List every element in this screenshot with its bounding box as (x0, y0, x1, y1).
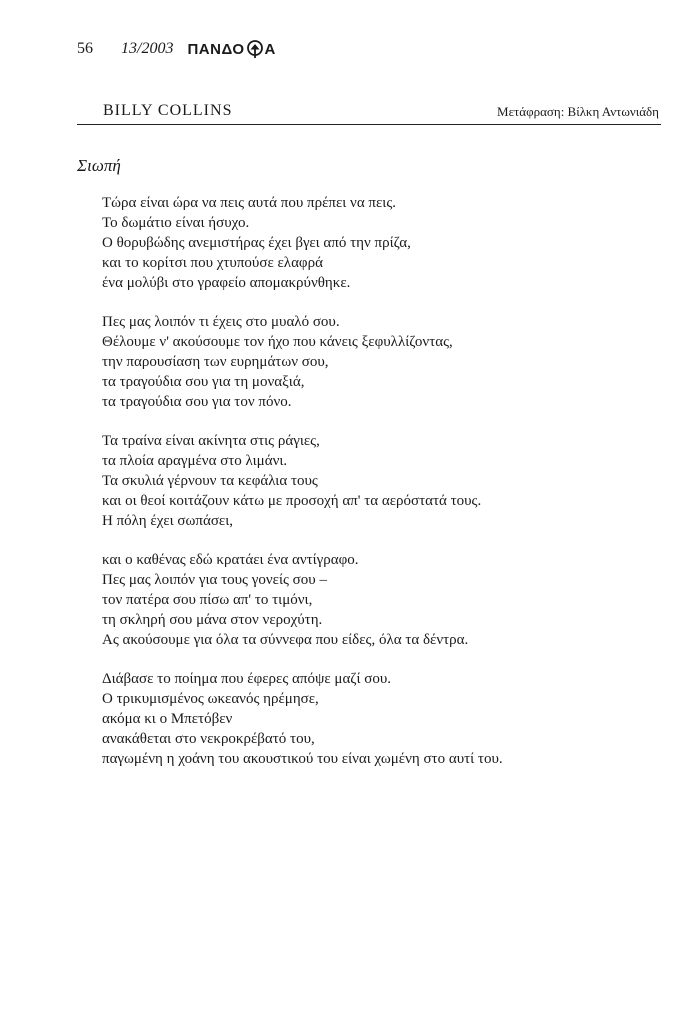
stanza (102, 193, 662, 293)
stanza (102, 550, 662, 650)
poem-line: ένα μολύβι στο γραφείο απομακρύνθηκε. (102, 275, 351, 291)
poem-line: παγωμένη η χοάνη του ακουστικού του είναι χωμένη στο αυτί του. (102, 751, 503, 767)
poem-line: και το κορίτσι που χτυπούσε ελαφρά (102, 255, 323, 271)
pandora-logo-icon (246, 40, 264, 58)
poem-line: τα τραγούδια σου για τη μοναξιά, (102, 374, 305, 390)
poem-line: ανακάθεται στο νεκροκρέβατό του, (102, 731, 315, 747)
poem-line: την παρουσίαση των ευρημάτων σου, (102, 354, 329, 370)
poem-line: Το δωμάτιο είναι ήσυχο. (102, 215, 250, 231)
poem-line: Ο θορυβώδης ανεμιστήρας έχει βγει από την πρίζα, (102, 235, 411, 251)
stanza (102, 431, 662, 531)
poem-line: ακόμα κι ο Μπετόβεν (102, 711, 233, 727)
stanza (102, 312, 662, 412)
poem-line: τη σκληρή σου μάνα στον νεροχύτη. (102, 612, 323, 628)
poem-line: Πες μας λοιπόν τι έχεις στο μυαλό σου. (102, 314, 340, 330)
poem-line: τον πατέρα σου πίσω απ' το τιμόνι, (102, 592, 313, 608)
poem-line: τα πλοία αραγμένα στο λιμάνι. (102, 453, 288, 469)
running-header (77, 37, 276, 61)
stanza (102, 669, 662, 769)
poem-line: Διάβασε το ποίημα που έφερες απόψε μαζί σου. (102, 671, 392, 687)
byline (77, 102, 661, 125)
poem-line: και οι θεοί κοιτάζουν κάτω με προσοχή απ' τα αερόστατά τους. (102, 493, 482, 509)
issue-number: 13/2003 (121, 40, 174, 57)
journal-name (187, 40, 275, 58)
poem-line: Η πόλη έχει σωπάσει, (102, 513, 233, 529)
poem-line: και ο καθένας εδώ κρατάει ένα αντίγραφο. (102, 552, 359, 568)
translator-credit: Μετάφραση: Βίλκη Αντωνιάδη (497, 104, 659, 119)
poem-title: Σιωπή (77, 156, 121, 175)
poem-body (102, 193, 662, 788)
poem-line: Πες μας λοιπόν για τους γονείς σου – (102, 572, 327, 588)
journal-name-right: Α (264, 40, 276, 58)
poem-line: Ο τρικυμισμένος ωκεανός ηρέμησε, (102, 691, 319, 707)
author-name: BILLY COLLINS (103, 102, 233, 119)
poem-line: Τώρα είναι ώρα να πεις αυτά που πρέπει να πεις. (102, 195, 397, 211)
poem-line: Τα σκυλιά γέρνουν τα κεφάλια τους (102, 473, 318, 489)
poem-line: Θέλουμε ν' ακούσουμε τον ήχο που κάνεις ξεφυλλίζοντας, (102, 334, 453, 350)
journal-name-left: ΠΑΝΔΟ (187, 40, 245, 58)
poem-line: Τα τραίνα είναι ακίνητα στις ράγιες, (102, 433, 320, 449)
poem-line: τα τραγούδια σου για τον πόνο. (102, 394, 292, 410)
page-number: 56 (77, 40, 93, 57)
poem-line: Ας ακούσουμε για όλα τα σύννεφα που είδες, όλα τα δέντρα. (102, 632, 469, 648)
